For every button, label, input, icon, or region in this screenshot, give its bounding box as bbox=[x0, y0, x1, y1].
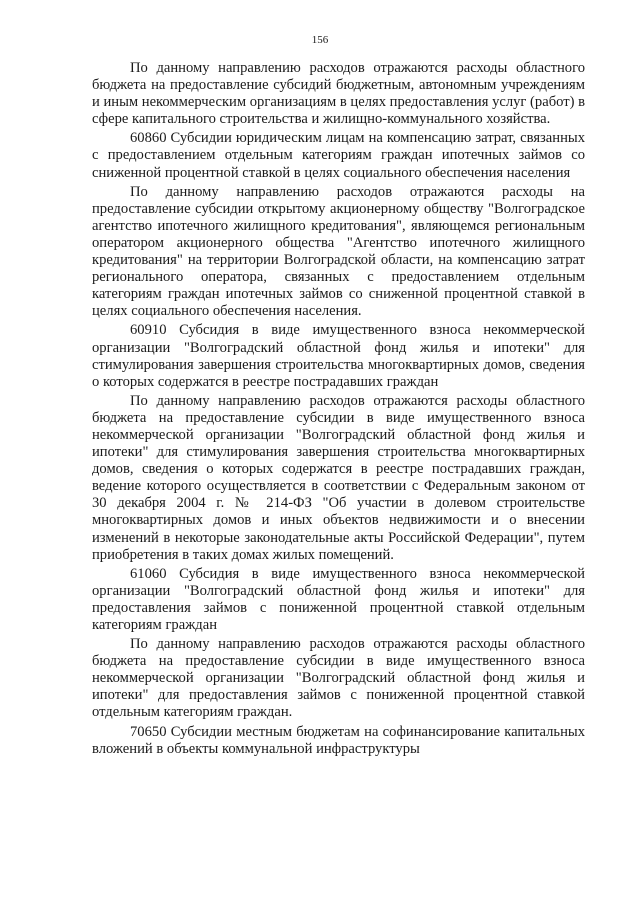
paragraph-code-61060: 61060 Субсидия в виде имущественного взноса некоммерческой организации "Волгоградский областной фонд жилья и ипотеки" для предоставления займов с пониженной процентной ставкой отдельным категориям граждан bbox=[92, 565, 585, 633]
page-number: 156 bbox=[311, 34, 329, 46]
paragraph-expenses-capital-construction: По данному направлению расходов отражаются расходы областного бюджета на предоставление субсидий бюджетным, автономным учреждениям и иным некоммерческим организациям в целях предоставления услуг (работ) в сфере капитального строительства и жилищно-коммунального хозяйства. bbox=[92, 60, 586, 128]
paragraph-code-60910: 60910 Субсидия в виде имущественного взноса некоммерческой организации "Волгоградский областной фонд жилья и ипотеки" для стимулирования завершения строительства многоквартирных домов, сведения о которых содержатся в реестре пострадавших граждан bbox=[92, 322, 585, 390]
paragraph-expenses-mortgage-agency: По данному направлению расходов отражаются расходы на предоставление субсидии открытому акционерному обществу "Волгоградское агентство ипотечного жилищного кредитования", являющемся региональным оператором акционерного общества "Агентство ипотечного жилищного кредитования" на территории Волгоградской области, на компенсацию затрат регионального оператора, связанных с предоставлением отдельным категориям граждан ипотечных займов со сниженной процентной ставкой в целях социального обеспечения населения. bbox=[92, 183, 585, 320]
paragraph-expenses-housing-fund-loans: По данному направлению расходов отражаются расходы областного бюджета на предоставление субсидии в виде имущественного взноса некоммерческой организации "Волгоградский областной фонд жилья и ипотеки" для предоставления займов с пониженной процентной ставкой отдельным категориям граждан. bbox=[92, 636, 585, 721]
paragraph-expenses-housing-fund-construction: По данному направлению расходов отражаются расходы областного бюджета на предоставление субсидии в виде имущественного взноса некоммерческой организации "Волгоградский областной фонд жилья и ипотеки" для стимулирования завершения строительства многоквартирных домов, сведения о которых содержатся в реестре пострадавших граждан, ведение которого осуществляется в соответствии с Федеральным законом от 30 декабря 2004 г. № 214-ФЗ "Об участии в долевом строительстве многоквартирных домов и иных объектов недвижимости и о внесении изменений в некоторые законодательные акты Российской Федерации", путем приобретения в таких домах жилых помещений. bbox=[92, 392, 585, 563]
paragraph-code-60860: 60860 Субсидии юридическим лицам на компенсацию затрат, связанных с предоставлением отдельным категориям граждан ипотечных займов со сниженной процентной ставкой в целях социального обеспечения населения bbox=[92, 130, 585, 181]
paragraph-code-70650: 70650 Субсидии местным бюджетам на софинансирование капитальных вложений в объекты коммунальной инфраструктуры bbox=[92, 723, 585, 757]
document-body bbox=[92, 60, 585, 758]
